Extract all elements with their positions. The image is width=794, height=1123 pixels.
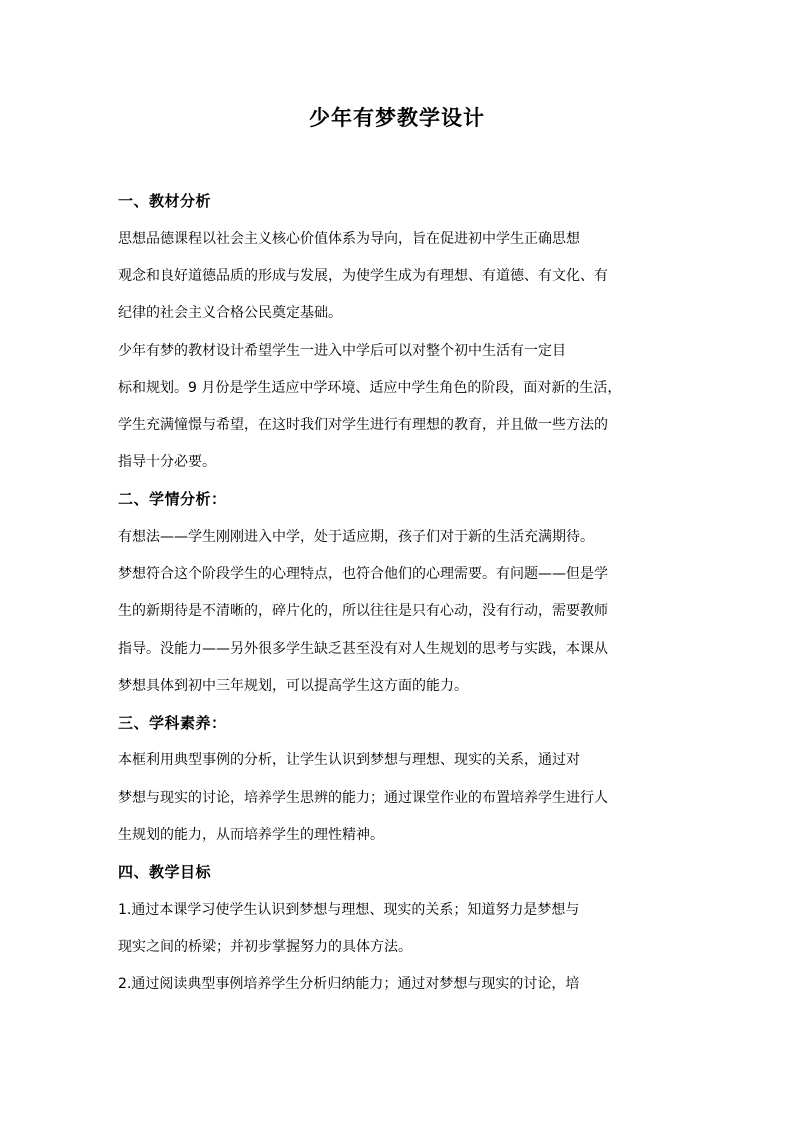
paragraph-line: 梦想符合这个阶段学生的心理特点，也符合他们的心理需要。有问题——但是学 <box>118 566 608 582</box>
paragraph-line: 指导。没能力——另外很多学生缺乏甚至没有对人生规划的思考与实践，本课从 <box>118 641 608 657</box>
paragraph-line: 2.通过阅读典型事例培养学生分析归纳能力；通过对梦想与现实的讨论，培 <box>118 976 580 992</box>
paragraph-line: 纪律的社会主义合格公民奠定基础。 <box>118 305 342 321</box>
paragraph-line: 有想法——学生刚刚进入中学，处于适应期，孩子们对于新的生活充满期待。 <box>118 529 594 545</box>
paragraph-line: 少年有梦的教材设计希望学生一进入中学后可以对整个初中生活有一定目 <box>118 343 566 359</box>
section-heading: 三、学科素养： <box>118 714 227 732</box>
section-heading: 二、学情分析： <box>118 490 227 508</box>
paragraph-line: 生的新期待是不清晰的，碎片化的，所以往往是只有心动，没有行动，需要教师 <box>118 603 608 619</box>
paragraph-line: 思想品德课程以社会主义核心价值体系为导向，旨在促进初中学生正确思想 <box>118 231 580 247</box>
section-heading: 一、教材分析 <box>118 192 212 210</box>
paragraph-line: 1.通过本课学习使学生认识到梦想与理想、现实的关系；知道努力是梦想与 <box>118 902 580 918</box>
paragraph-line: 梦想与现实的讨论，培养学生思辨的能力；通过课堂作业的布置培养学生进行人 <box>118 790 608 806</box>
paragraph-line: 标和规划。9 月份是学生适应中学环境、适应中学生角色的阶段，面对新的生活， <box>118 380 622 396</box>
paragraph-line: 梦想具体到初中三年规划，可以提高学生这方面的能力。 <box>118 678 468 694</box>
paragraph-line: 指导十分必要。 <box>118 454 216 470</box>
page-title: 少年有梦教学设计 <box>309 106 485 130</box>
paragraph-line: 本框利用典型事例的分析，让学生认识到梦想与理想、现实的关系，通过对 <box>118 752 580 768</box>
paragraph-line: 观念和良好道德品质的形成与发展，为使学生成为有理想、有道德、有文化、有 <box>118 268 608 284</box>
paragraph-line: 学生充满憧憬与希望，在这时我们对学生进行有理想的教育，并且做一些方法的 <box>118 417 608 433</box>
paragraph-line: 生规划的能力，从而培养学生的理性精神。 <box>118 827 384 843</box>
paragraph-line: 现实之间的桥梁；并初步掌握努力的具体方法。 <box>118 939 412 955</box>
section-heading: 四、教学目标 <box>118 863 212 881</box>
